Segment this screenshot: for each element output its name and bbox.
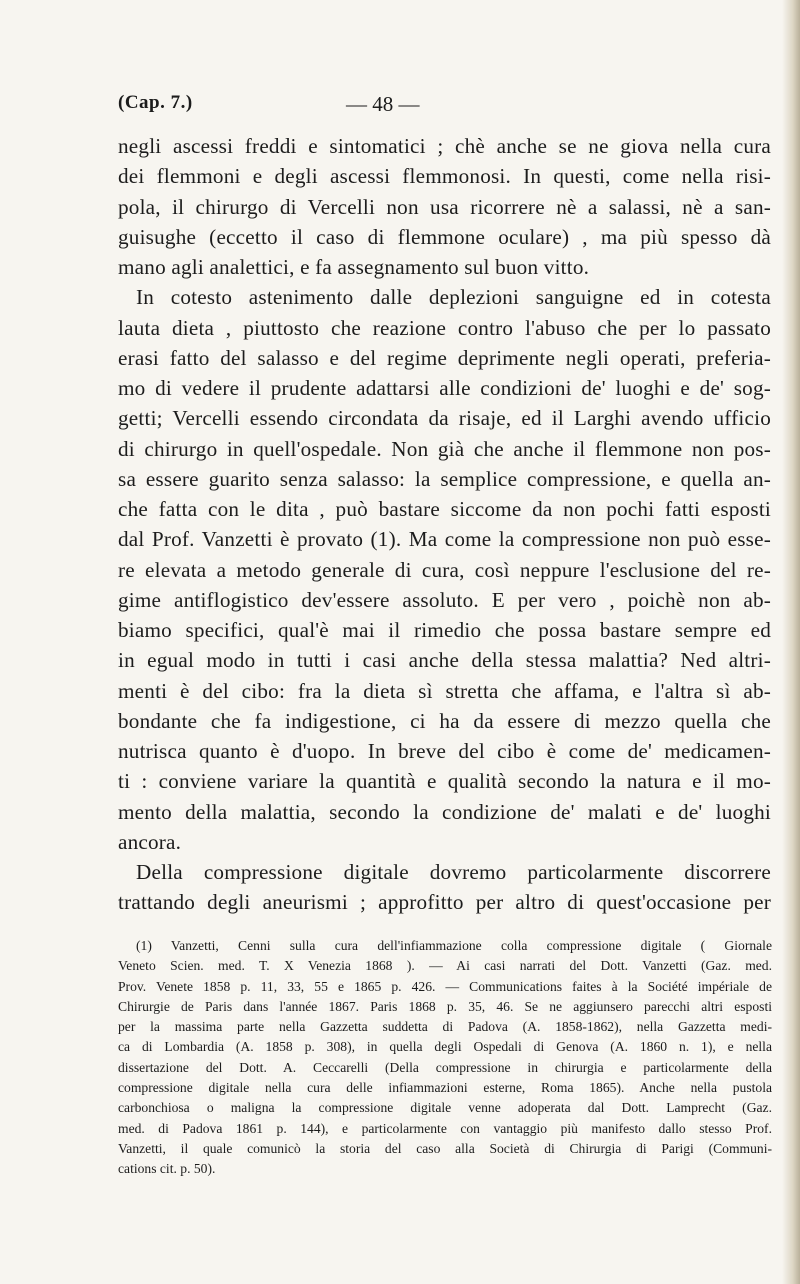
text-line: dal Prof. Vanzetti è provato (1). Ma come la compressione non può esse- (118, 527, 771, 552)
text-line: di chirurgo in quell'ospedale. Non già che anche il flemmone non pos- (118, 436, 771, 461)
text-line: In cotesto astenimento dalle deplezioni sanguigne ed in cotesta (136, 285, 771, 310)
text-line: sa essere guarito senza salasso: la semplice compressione, e quella an- (118, 466, 771, 491)
footnote-line: compressione digitale nella cura delle infiammazioni esterne, Roma 1865). Anche nella pustola (118, 1080, 772, 1096)
text-line: in egual modo in tutti i casi anche della stessa malattia? Ned altri- (118, 648, 771, 673)
footnote-line: cations cit. p. 50). (118, 1161, 216, 1177)
footnote-line: Vanzetti, il quale comunicò la storia del caso alla Società di Chirurgia di Parigi (Communi- (118, 1140, 772, 1156)
text-line: menti è del cibo: fra la dieta sì stretta che affama, e l'altra sì ab- (118, 678, 771, 703)
footnote-line: dissertazione del Dott. A. Ceccarelli (Della compressione in chirurgia e particolarmente della (118, 1059, 772, 1075)
footnote-line: Veneto Scien. med. T. X Venezia 1868 ). — Ai casi narrati del Dott. Vanzetti (Gaz. med. (118, 958, 772, 974)
text-line: re elevata a metodo generale di cura, così neppure l'esclusione del re- (118, 557, 771, 582)
footnote-line: ca di Lombardia (A. 1858 p. 308), in quella degli Ospedali di Genova (A. 1860 n. 1), e nella (118, 1039, 772, 1055)
text-line: bondante che fa indigestione, ci ha da essere di mezzo quella che (118, 708, 771, 733)
text-line: mo di vedere il prudente adattarsi alle condizioni de' luoghi e de' sog- (118, 376, 771, 400)
footnotes (118, 936, 772, 1180)
body-text (118, 131, 771, 918)
running-head (118, 92, 738, 120)
page-edge-shadow (782, 0, 800, 1284)
text-line: mento della malattia, secondo la condizione de' malati e de' luoghi (118, 799, 771, 824)
text-line: ti : conviene variare la quantità e qualità secondo la natura e il mo- (118, 769, 771, 794)
text-line: Della compressione digitale dovremo particolarmente discorrere (136, 860, 771, 884)
footnote-line: (1) Vanzetti, Cenni sulla cura dell'infiammazione colla compressione digitale ( Giornale (136, 938, 772, 953)
chapter-reference: (Cap. 7.) (118, 92, 193, 113)
text-line: lauta dieta , piuttosto che reazione contro l'abuso che per lo passato (118, 315, 771, 340)
text-line: biamo specifici, qual'è mai il rimedio che possa bastare sempre ed (118, 618, 771, 642)
text-line: getti; Vercelli essendo circondata da risaje, ed il Larghi avendo ufficio (118, 406, 771, 431)
text-line: gime antiflogistico dev'essere assoluto. E per vero , poichè non ab- (118, 587, 771, 612)
page-number: — 48 — (346, 92, 420, 116)
footnote-line: med. di Padova 1861 p. 144), e particolarmente con vantaggio più manifesto dallo stesso Prof. (118, 1120, 772, 1136)
text-line: negli ascessi freddi e sintomatici ; chè anche se ne giova nella cura (118, 134, 771, 158)
text-line: guisughe (eccetto il caso di flemmone oculare) , ma più spesso dà (118, 224, 771, 249)
text-line: dei flemmoni e degli ascessi flemmonosi. In questi, come nella risi- (118, 164, 771, 189)
text-line: che fatta con le dita , può bastare siccome da non pochi fatti esposti (118, 497, 771, 521)
text-line: nutrisca quanto è d'uopo. In breve del cibo è come de' medicamen- (118, 739, 771, 763)
footnote-line: carbonchiosa o maligna la compressione digitale venne adoperata dal Dott. Lamprecht (Gaz. (118, 1100, 772, 1116)
footnote-line: per la massima parte nella Gazzetta suddetta di Padova (A. 1858-1862), nella Gazzetta medi- (118, 1019, 772, 1035)
text-line: mano agli analettici, e fa assegnamento sul buon vitto. (118, 255, 590, 279)
text-line: trattando degli aneurismi ; approfitto per altro di quest'occasione per (118, 890, 771, 915)
text-line: ancora. (118, 829, 182, 854)
footnote-line: Chirurgie de Paris dans l'année 1867. Paris 1868 p. 35, 46. Se ne aggiunsero parecchi altri esposti (118, 998, 772, 1014)
text-line: erasi fatto del salasso e del regime deprimente negli operati, preferia- (118, 345, 771, 370)
text-line: pola, il chirurgo di Vercelli non usa ricorrere nè a salassi, nè a san- (118, 194, 771, 219)
footnote-line: Prov. Venete 1858 p. 11, 33, 55 e 1865 p. 426. — Communications faites à la Société impériale de (118, 978, 772, 994)
